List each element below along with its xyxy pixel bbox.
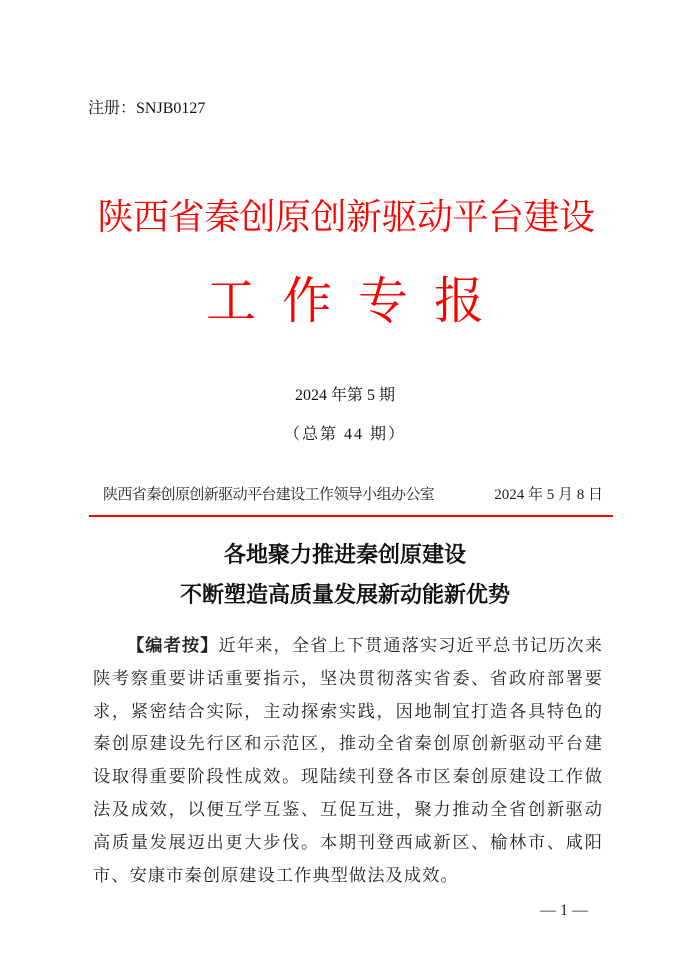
issue-date: 2024 年 5 月 8 日 <box>494 487 603 503</box>
article-headline-line-2: 不断塑造高质量发展新动能新优势 <box>179 582 510 608</box>
registration-line <box>88 98 205 120</box>
issue-total: （总第 44 期） <box>283 426 406 443</box>
editor-note <box>93 630 603 892</box>
issue-number: 2024 年第 5 期 <box>294 387 395 404</box>
red-divider <box>89 515 613 517</box>
editor-note-label: 【编者按】 <box>127 636 219 656</box>
registration-code: SNJB0127 <box>136 100 206 117</box>
page-number: — 1 — <box>540 902 588 919</box>
editor-note-text: 近年来，全省上下贯通落实习近平总书记历次来陕考察重要讲话重要指示，坚决贯彻落实省委、省政府部署要求，紧密结合实际，主动探索实践，因地制宜打造各具特色的秦创原建设先行区和示范区，推动全省秦创原创新驱动平台建设取得重要阶段性成效。现陆续刊登各市区秦创原建设工作做法及成效，以便互学互鉴、互促互进，聚力推动全省创新驱动高质量发展迈出更大步伐。本期刊登西咸新区、榆林市、咸阳市、安康市秦创原建设工作典型做法及成效。 <box>93 636 603 886</box>
masthead-title: 陕西省秦创原创新驱动平台建设 <box>97 197 595 238</box>
masthead-subtitle: 工作专报 <box>206 272 510 330</box>
editor-note-paragraph <box>93 630 603 892</box>
article-headline-line-1: 各地聚力推进秦创原建设 <box>223 542 466 568</box>
issuer-line <box>103 484 603 506</box>
registration-label: 注册： <box>88 100 137 117</box>
issuing-office: 陕西省秦创原创新驱动平台建设工作领导小组办公室 <box>103 487 435 503</box>
